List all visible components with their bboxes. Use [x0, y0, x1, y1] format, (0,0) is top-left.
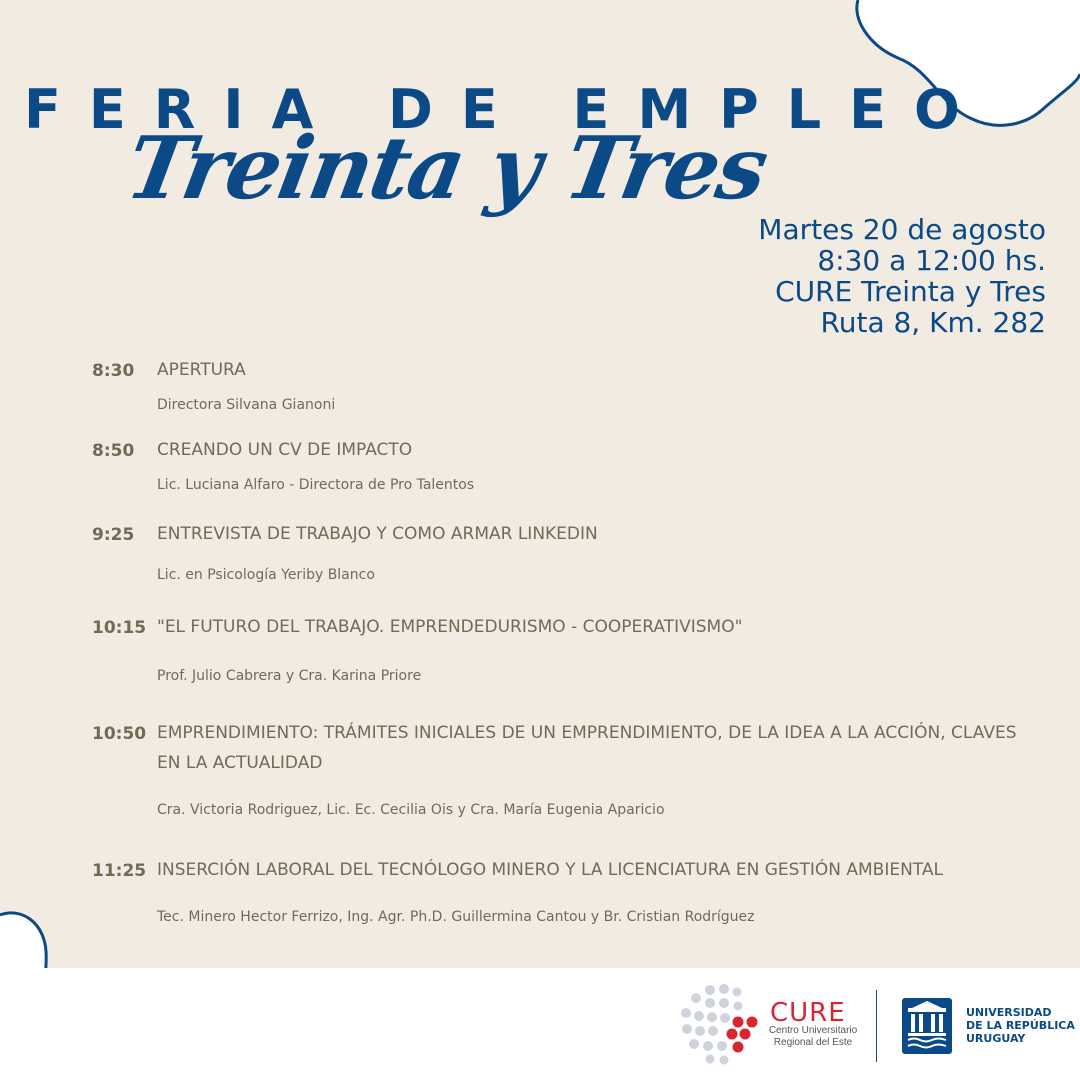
agenda-time: 8:50	[92, 441, 135, 461]
event-time: 8:30 a 12:00 hs.	[817, 244, 1046, 277]
script-subtitle: Treinta y Tres	[119, 118, 774, 219]
agenda-speaker: Directora Silvana Gianoni	[157, 397, 336, 413]
agenda-time: 11:25	[92, 861, 147, 881]
cure-logo-text: CURE	[770, 998, 846, 1028]
event-date: Martes 20 de agosto	[758, 213, 1046, 246]
event-info-block	[758, 214, 1046, 338]
agenda-time: 9:25	[92, 525, 135, 545]
agenda-speaker: Cra. Victoria Rodriguez, Lic. Ec. Cecilia Ois y Cra. María Eugenia Aparicio	[157, 802, 665, 818]
agenda-topic: APERTURA	[157, 360, 246, 380]
cure-subtitle-line: Regional del Este	[773, 1037, 853, 1048]
agenda-time: 10:50	[92, 724, 147, 744]
event-address: Ruta 8, Km. 282	[820, 306, 1046, 339]
university-name-line: UNIVERSIDAD	[966, 1006, 1052, 1019]
agenda-time: 8:30	[92, 361, 135, 381]
agenda-topic: ENTREVISTA DE TRABAJO Y COMO ARMAR LINKEDIN	[157, 524, 598, 544]
university-seal-logo	[902, 998, 952, 1054]
agenda-topic: EMPRENDIMIENTO: TRÁMITES INICIALES DE UN EMPRENDIMIENTO, DE LA IDEA A LA ACCIÓN, CLAVES EN LA ACTUALIDAD	[157, 723, 1017, 773]
university-name-line: URUGUAY	[966, 1032, 1026, 1045]
university-name-line: DE LA REPÚBLICA	[966, 1019, 1075, 1032]
agenda-topic: "EL FUTURO DEL TRABAJO. EMPRENDEDURISMO - COOPERATIVISMO"	[157, 617, 743, 637]
agenda-speaker: Lic. en Psicología Yeriby Blanco	[157, 567, 375, 583]
university-name	[966, 1006, 1075, 1045]
page-title: FERIA DE EMPLEO	[24, 78, 988, 141]
cure-logo-subtitle	[768, 1025, 858, 1049]
cure-dots-logo	[680, 984, 764, 1068]
agenda-topic: INSERCIÓN LABORAL DEL TECNÓLOGO MINERO Y LA LICENCIATURA EN GESTIÓN AMBIENTAL	[157, 860, 943, 880]
agenda-speaker: Lic. Luciana Alfaro - Directora de Pro Talentos	[157, 477, 475, 493]
agenda-speaker: Tec. Minero Hector Ferrizo, Ing. Agr. Ph.D. Guillermina Cantou y Br. Cristian Rodríguez	[157, 909, 755, 925]
cure-subtitle-line: Centro Universitario	[768, 1025, 858, 1036]
agenda-speaker: Prof. Julio Cabrera y Cra. Karina Priore	[157, 668, 422, 684]
agenda-time: 10:15	[92, 618, 147, 638]
logo-divider	[876, 990, 877, 1062]
event-venue: CURE Treinta y Tres	[775, 275, 1046, 308]
agenda-topic: CREANDO UN CV DE IMPACTO	[157, 440, 413, 460]
